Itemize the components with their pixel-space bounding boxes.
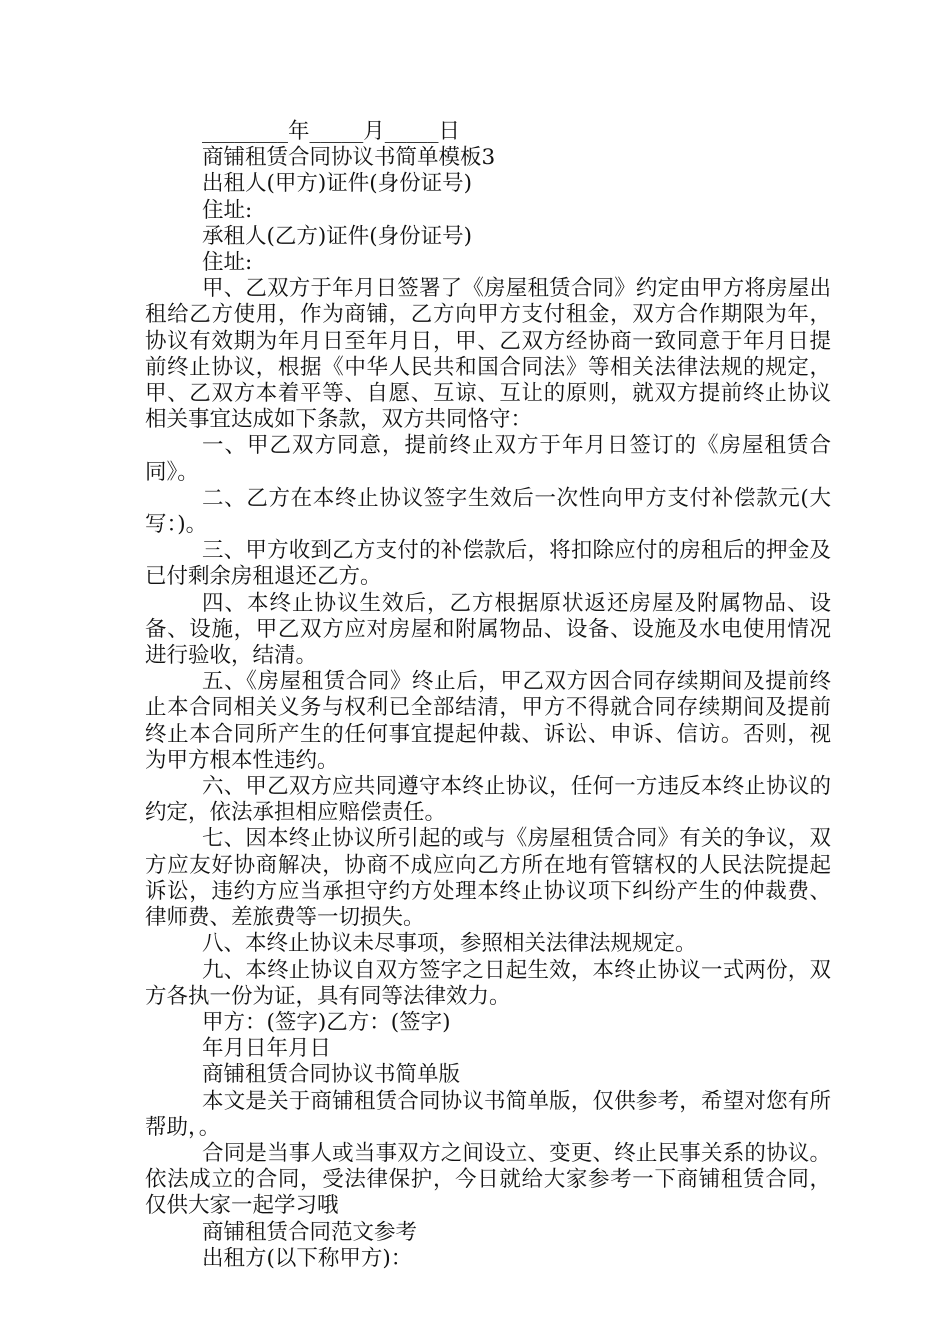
preamble-paragraph: 甲、乙双方于年月日签署了《房屋租赁合同》约定由甲方将房屋出租给乙方使用，作为商铺，乙方向甲方支付租金，双方合作期限为年，协议有效期为年月日至年月日，甲、乙双方经协商一致同意于年月日提前终止协议，根据《中华人民共和国合同法》等相关法律法规的规定，甲、乙双方本着平等、自愿、互谅、互让的原则，就双方提前终止协议相关事宜达成如下条款，双方共同恪守： [145, 276, 831, 433]
lessor-id-line: 出租人(甲方)证件(身份证号) [202, 171, 473, 197]
document-body [145, 119, 831, 1272]
signature-date-line: 年月日年月日 [202, 1036, 332, 1062]
lessee-id-line: 承租人(乙方)证件(身份证号) [202, 223, 473, 249]
clause-6: 六、甲乙双方应共同遵守本终止协议，任何一方违反本终止协议的约定，依法承担相应赔偿责任。 [145, 774, 831, 826]
signature-line: 甲方：(签字)乙方：(签字) [202, 1009, 451, 1035]
intro-paragraph-1: 本文是关于商铺租赁合同协议书简单版，仅供参考，希望对您有所帮助，。 [145, 1088, 831, 1140]
clause-3: 三、甲方收到乙方支付的补偿款后，将扣除应付的房租后的押金及已付剩余房租退还乙方。 [145, 538, 831, 590]
clause-9: 九、本终止协议自双方签字之日起生效，本终止协议一式两份，双方各执一份为证，具有同等法律效力。 [145, 957, 831, 1009]
clause-8: 八、本终止协议未尽事项，参照相关法律法规规定。 [202, 931, 697, 957]
lessor-address-line: 住址: [202, 197, 253, 223]
clause-2: 二、乙方在本终止协议签字生效后一次性向甲方支付补偿款元(大写：)。 [145, 485, 831, 538]
intro-paragraph-2: 合同是当事人或当事双方之间设立、变更、终止民事关系的协议。依法成立的合同，受法律保护，今日就给大家参考一下商铺租赁合同，仅供大家一起学习哦 [145, 1140, 831, 1219]
lessor-label-line: 出租方(以下称甲方)： [202, 1245, 413, 1271]
section-title: 商铺租赁合同协议书简单版 [202, 1062, 461, 1088]
clause-7: 七、因本终止协议所引起的或与《房屋租赁合同》有关的争议，双方应友好协商解决，协商不成应向乙方所在地有管辖权的人民法院提起诉讼，违约方应当承担守约方处理本终止协议项下纠纷产生的仲裁费、律师费、差旅费等一切损失。 [145, 826, 831, 931]
clause-1: 一、甲乙双方同意，提前终止双方于年月日签订的《房屋租赁合同》。 [145, 433, 831, 485]
clause-5: 五、《房屋租赁合同》终止后，甲乙双方因合同存续期间及提前终止本合同相关义务与权利已全部结清，甲方不得就合同存续期间及提前终止本合同所产生的任何事宜提起仲裁、诉讼、申诉、信访。否则，视为甲方根本性违约。 [145, 669, 831, 773]
document-title: 商铺租赁合同协议书简单模板3 [202, 145, 496, 171]
clause-4: 四、本终止协议生效后，乙方根据原状返还房屋及附属物品、设备、设施，甲乙双方应对房屋和附属物品、设备、设施及水电使用情况进行验收，结清。 [145, 590, 831, 669]
date-line: ________年_____月_____日 [202, 119, 461, 144]
sample-title: 商铺租赁合同范文参考 [202, 1219, 418, 1245]
lessee-address-line: 住址: [202, 250, 253, 276]
